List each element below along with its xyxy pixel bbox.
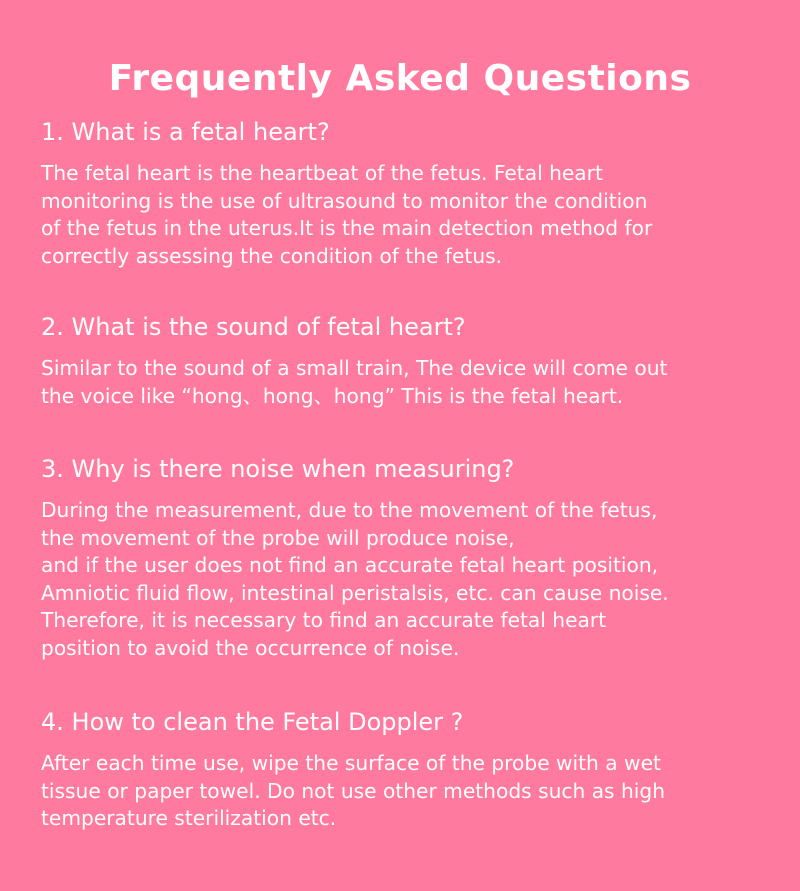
faq-question: 1. What is a fetal heart?	[41, 118, 330, 146]
faq-question: 4. How to clean the Fetal Doppler ?	[41, 708, 464, 736]
answer-line: monitoring is the use of ultrasound to monitor the condition	[41, 188, 648, 213]
faq-answer	[41, 750, 781, 833]
answer-line: correctly assessing the condition of the fetus.	[41, 243, 503, 268]
answer-line: temperature sterilization etc.	[41, 806, 337, 831]
faq-item-measurement-noise	[41, 453, 781, 663]
faq-answer	[41, 355, 781, 410]
faq-item-fetal-heart-sound	[41, 311, 781, 410]
answer-line: After each time use, wipe the surface of the probe with a wet	[41, 751, 661, 775]
answer-line: position to avoid the occurrence of noise.	[41, 635, 460, 660]
answer-line: Therefore, it is necessary to find an accurate fetal heart	[41, 608, 607, 633]
page-title: Frequently Asked Questions	[108, 58, 692, 100]
answer-line: During the measurement, due to the movement of the fetus,	[41, 498, 658, 522]
answer-line: tissue or paper towel. Do not use other methods such as high	[41, 778, 666, 803]
faq-question: 3. Why is there noise when measuring?	[41, 455, 515, 483]
faq-item-fetal-heart	[41, 116, 781, 270]
answer-line: of the fetus in the uterus.It is the main detection method for	[41, 216, 653, 241]
faq-item-cleaning-doppler	[41, 706, 781, 833]
answer-line: the movement of the probe will produce noise,	[41, 525, 515, 550]
answer-line: the voice like “hong、hong、hong” This is the fetal heart.	[41, 383, 624, 408]
faq-question: 2. What is the sound of fetal heart?	[41, 313, 466, 341]
answer-line: and if the user does not find an accurate fetal heart position,	[41, 553, 659, 578]
answer-line: Similar to the sound of a small train, The device will come out	[41, 356, 668, 380]
faq-answer	[41, 160, 781, 270]
answer-line: The fetal heart is the heartbeat of the fetus. Fetal heart	[41, 161, 603, 185]
faq-answer	[41, 497, 781, 663]
answer-line: Amniotic fluid flow, intestinal peristalsis, etc. can cause noise.	[41, 580, 669, 605]
